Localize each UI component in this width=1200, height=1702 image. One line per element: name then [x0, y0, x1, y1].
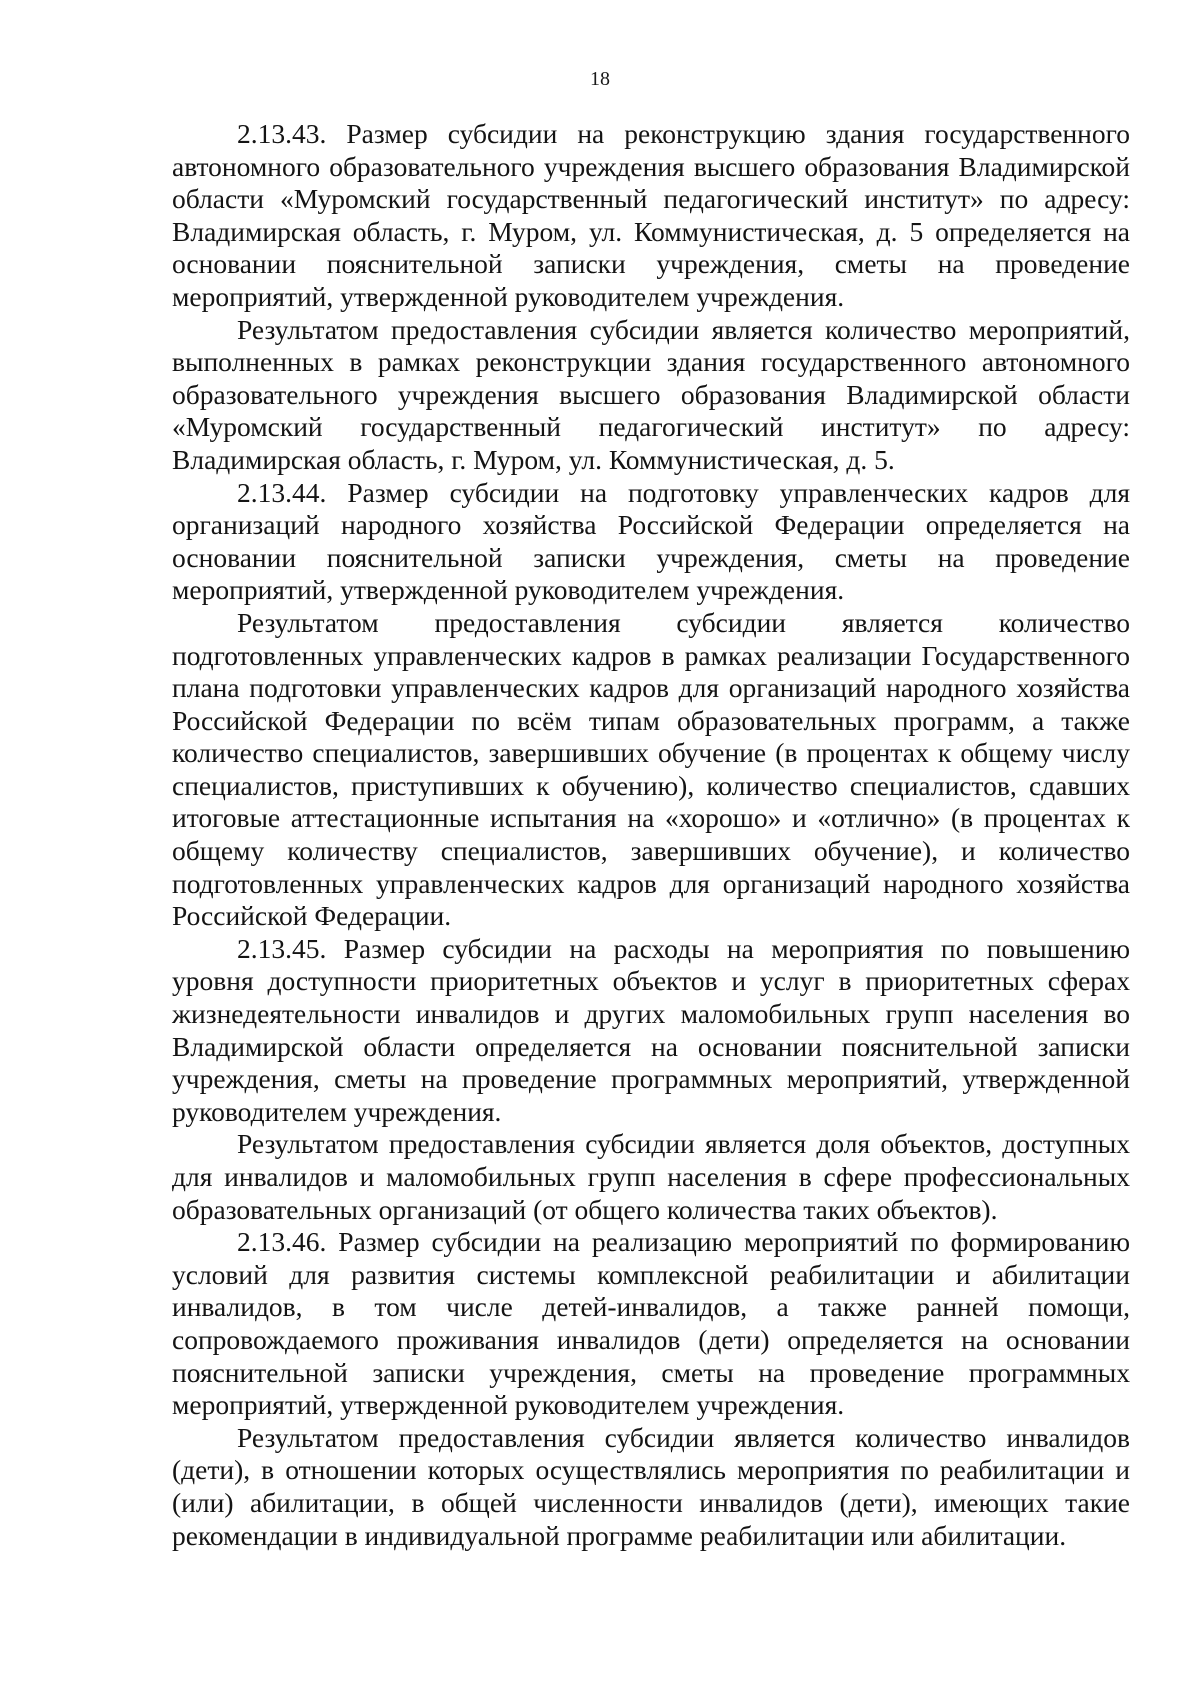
paragraph-result-2-13-43: Результатом предоставления субсидии является количество мероприятий, выполненных в рамках реконструкции здания государственного автономного образовательного учреждения высшего образования Владимирской области «Муромский государственный педагогический институт» по адресу: Владимирская область, г. Муром, ул. Коммунистическая, д. 5. [172, 313, 1130, 475]
paragraph-2-13-45: 2.13.45. Размер субсидии на расходы на мероприятия по повышению уровня доступности приоритетных объектов и услуг в приоритетных сферах жизнедеятельности инвалидов и других маломобильных групп населения во Владимирской области определяется на основании пояснительной записки учреждения, сметы на проведение программных мероприятий, утвержденной руководителем учреждения. [172, 932, 1130, 1127]
document-body [172, 118, 1130, 1552]
paragraph-2-13-44: 2.13.44. Размер субсидии на подготовку управленческих кадров для организаций народного хозяйства Российской Федерации определяется на основании пояснительной записки учреждения, сметы на проведение мероприятий, утвержденной руководителем учреждения. [172, 476, 1130, 606]
page-number: 18 [590, 68, 610, 90]
paragraph-result-2-13-46: Результатом предоставления субсидии является количество инвалидов (дети), в отношении которых осуществлялись мероприятия по реабилитации и (или) абилитации, в общей численности инвалидов (дети), имеющих такие рекомендации в индивидуальной программе реабилитации или абилитации. [172, 1421, 1130, 1551]
paragraph-2-13-43: 2.13.43. Размер субсидии на реконструкцию здания государственного автономного образовательного учреждения высшего образования Владимирской области «Муромский государственный педагогический институт» по адресу: Владимирская область, г. Муром, ул. Коммунистическая, д. 5 определяется на основании пояснительной записки учреждения, сметы на проведение мероприятий, утвержденной руководителем учреждения. [172, 118, 1130, 312]
paragraph-result-2-13-44: Результатом предоставления субсидии является количество подготовленных управленческих кадров в рамках реализации Государственного плана подготовки управленческих кадров для организаций народного хозяйства Российской Федерации по всём типам образовательных программ, а также количество специалистов, завершивших обучение (в процентах к общему числу специалистов, приступивших к обучению), количество специалистов, сдавших итоговые аттестационные испытания на «хорошо» и «отлично» (в процентах к общему количеству специалистов, завершивших обучение), и количество подготовленных управленческих кадров для организаций народного хозяйства Российской Федерации. [172, 606, 1130, 932]
paragraph-2-13-46: 2.13.46. Размер субсидии на реализацию мероприятий по формированию условий для развития системы комплексной реабилитации и абилитации инвалидов, в том числе детей-инвалидов, а также ранней помощи, сопровождаемого проживания инвалидов (дети) определяется на основании пояснительной записки учреждения, сметы на проведение программных мероприятий, утвержденной руководителем учреждения. [172, 1226, 1130, 1421]
paragraph-result-2-13-45: Результатом предоставления субсидии является доля объектов, доступных для инвалидов и маломобильных групп населения в сфере профессиональных образовательных организаций (от общего количества таких объектов). [172, 1128, 1130, 1225]
